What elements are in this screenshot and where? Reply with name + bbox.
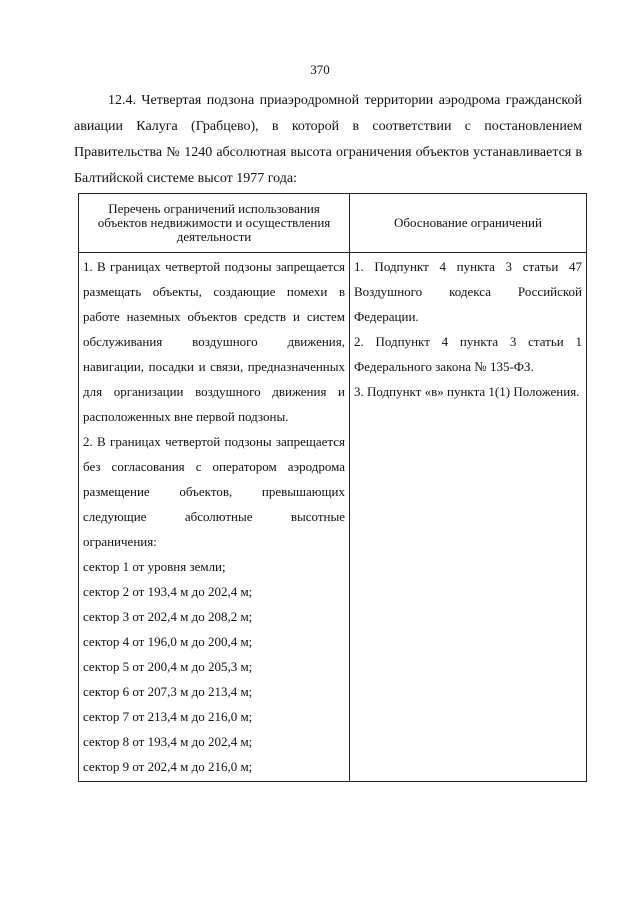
justification-cell xyxy=(350,253,587,782)
sector-line: сектор 4 от 196,0 м до 200,4 м; xyxy=(83,634,253,649)
table-header-row xyxy=(79,194,587,253)
sector-line: сектор 9 от 202,4 м до 216,0 м; xyxy=(83,759,253,774)
sector-line: сектор 3 от 202,4 м до 208,2 м; xyxy=(83,609,253,624)
sector-line: сектор 5 от 200,4 м до 205,3 м; xyxy=(83,659,253,674)
header-justification: Обоснование ограничений xyxy=(350,194,587,253)
restriction-item-1: 1. В границах четвертой подзоны запрещается размещать объекты, создающие помехи в работе наземных объектов средств и систем обслуживания воздушного движения, навигации, посадки и связи, предназначенных для организации воздушного движения и расположенных вне первой подзоны. xyxy=(83,259,345,424)
sector-line: сектор 6 от 207,3 м до 213,4 м; xyxy=(83,684,253,699)
table-row xyxy=(79,253,587,782)
restrictions-table xyxy=(78,193,587,782)
sector-line: сектор 8 от 193,4 м до 202,4 м; xyxy=(83,734,253,749)
sector-line: сектор 2 от 193,4 м до 202,4 м; xyxy=(83,584,253,599)
restriction-item-2: 2. В границах четвертой подзоны запрещается без согласования с оператором аэродрома размещение объектов, превышающих следующие абсолютные высотные ограничения: xyxy=(83,434,345,549)
header-restrictions-list: Перечень ограничений использования объектов недвижимости и осуществления деятельности xyxy=(79,194,350,253)
restrictions-cell xyxy=(79,253,350,782)
sector-line: сектор 1 от уровня земли; xyxy=(83,559,226,574)
justification-item-2: 2. Подпункт 4 пункта 3 статьи 1 Федерального закона № 135-ФЗ. xyxy=(354,334,582,374)
justification-item-1: 1. Подпункт 4 пункта 3 статьи 47 Воздушного кодекса Российской Федерации. xyxy=(354,259,582,324)
page-number: 370 xyxy=(310,62,330,77)
sector-line: сектор 7 от 213,4 м до 216,0 м; xyxy=(83,709,253,724)
justification-item-3: 3. Подпункт «в» пункта 1(1) Положения. xyxy=(354,384,580,399)
intro-paragraph: 12.4. Четвертая подзона приаэродромной территории аэродрома гражданской авиации Калуга (Грабцево), в которой в соответствии с постановлением Правительства № 1240 абсолютная высота ограничения объектов устанавливается в Балтийской системе высот 1977 года: xyxy=(74,93,582,186)
